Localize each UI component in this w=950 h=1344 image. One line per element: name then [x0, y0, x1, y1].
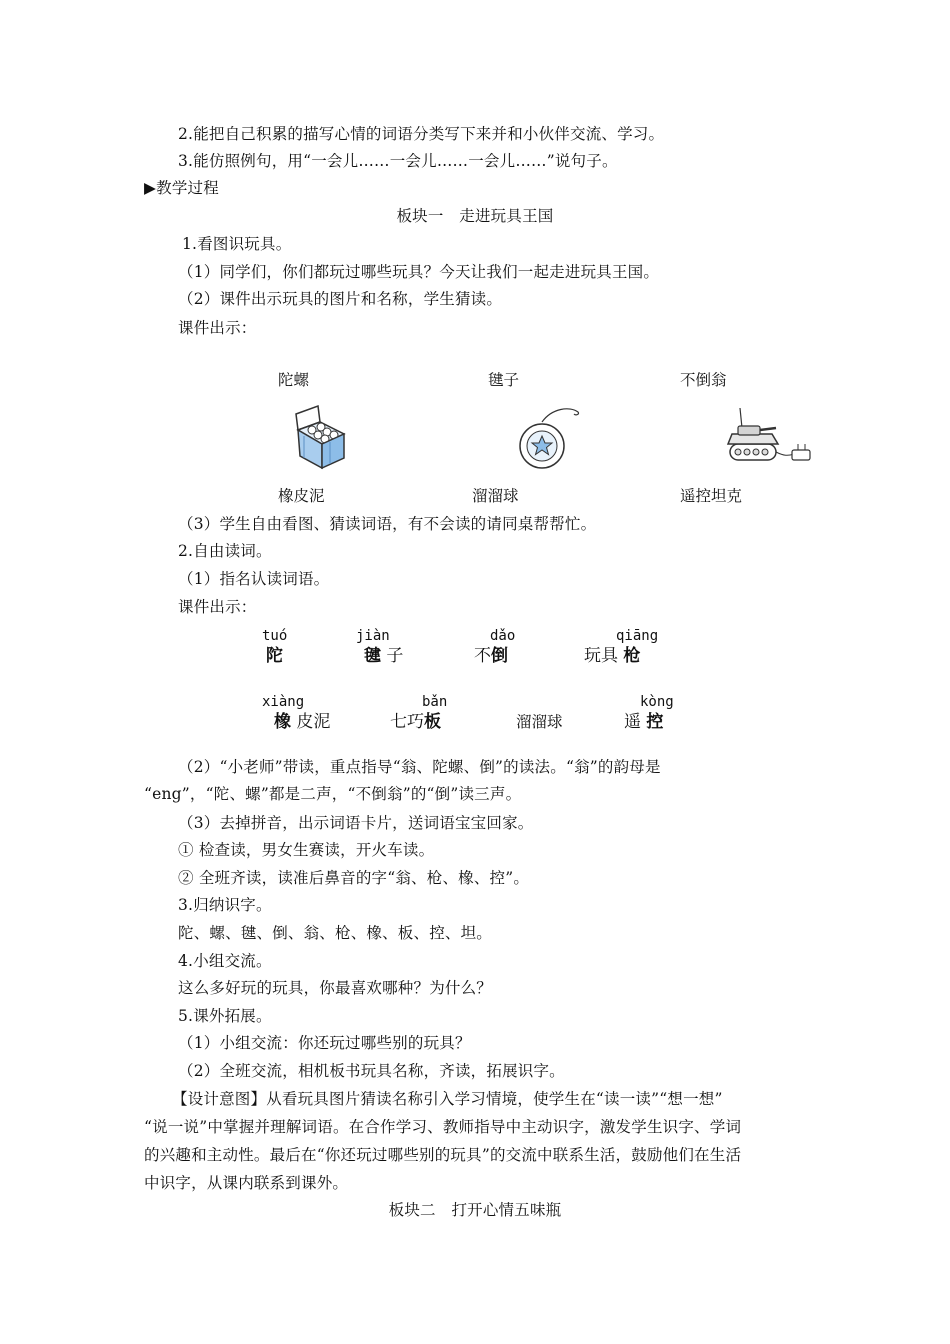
toy-label: 橡皮泥	[278, 487, 325, 505]
pinyin-label: qiāng	[616, 628, 659, 644]
toy-label: 陀螺	[278, 371, 310, 389]
section2-title: 板块二 打开心情五味瓶	[388, 1201, 562, 1219]
step3-chars: 陀、螺、毽、倒、翁、枪、橡、板、控、坦。	[178, 924, 493, 942]
step2-3-1: ① 检查读，男女生赛读，开火车读。	[178, 841, 435, 859]
courseware-label: 课件出示：	[178, 319, 257, 337]
toy-label: 溜溜球	[472, 487, 519, 505]
word-card: 溜溜球	[516, 713, 563, 731]
step2-3: （3）去掉拼音，出示词语卡片，送词语宝宝回家。	[178, 814, 534, 832]
word-card: 陀	[266, 646, 283, 666]
plasticine-box-icon	[290, 404, 352, 472]
word-card: 橡 皮泥	[274, 712, 331, 732]
yoyo-icon	[512, 404, 584, 470]
step5-2: （2）全班交流，相机板书玩具名称，齐读，拓展识字。	[178, 1062, 565, 1080]
pinyin-label: dǎo	[490, 628, 516, 644]
word-card: 玩具 枪	[584, 646, 641, 666]
toy-label: 不倒翁	[680, 371, 727, 389]
step1: 1.看图识玩具。	[182, 235, 292, 253]
step4: 4.小组交流。	[178, 952, 272, 970]
step4-question: 这么多好玩的玩具，你最喜欢哪种？为什么？	[178, 979, 493, 997]
design-intent-line3: 的兴趣和主动性。最后在“你还玩过哪些别的玩具”的交流中联系生活，鼓励他们在生活	[144, 1146, 742, 1164]
word-card: 毽 子	[364, 646, 404, 666]
process-heading: ▶教学过程	[144, 179, 219, 197]
section1-title: 板块一 走进玩具王国	[396, 207, 554, 225]
pinyin-label: jiàn	[356, 628, 390, 644]
step5-1: （1）小组交流：你还玩过哪些别的玩具？	[178, 1034, 471, 1052]
objective-2: 2.能把自己积累的描写心情的词语分类写下来并和小伙伴交流、学习。	[178, 125, 665, 143]
design-intent-line4: 中识字，从课内联系到课外。	[144, 1174, 349, 1192]
toy-label: 毽子	[488, 371, 520, 389]
step2-1: （1）指名认读词语。	[178, 570, 330, 588]
step3: 3.归纳识字。	[178, 896, 272, 914]
objective-3: 3.能仿照例句，用“一会儿……一会儿……一会儿……”说句子。	[178, 152, 618, 170]
step2-3-2: ② 全班齐读，读准后鼻音的字“翁、枪、橡、控”。	[178, 869, 530, 887]
step2-2-line2: “eng”，“陀、螺”都是二声，“不倒翁”的“倒”读三声。	[144, 785, 522, 803]
design-intent-line2: “说一说”中掌握并理解词语。在合作学习、教师指导中主动识字，激发学生识字、学词	[144, 1118, 742, 1136]
word-card: 七巧板	[390, 712, 441, 732]
step1-1: （1）同学们，你们都玩过哪些玩具？今天让我们一起走进玩具王国。	[178, 263, 660, 281]
rc-tank-icon	[722, 404, 818, 470]
step2-2-line1: （2）“小老师”带读，重点指导“翁、陀螺、倒”的读法。“翁”的韵母是	[178, 758, 661, 776]
word-card: 遥 控	[624, 712, 664, 732]
courseware-label-2: 课件出示：	[178, 598, 257, 616]
toy-label: 遥控坦克	[680, 487, 743, 505]
pinyin-label: kòng	[640, 694, 674, 710]
word-card: 不倒	[474, 646, 508, 666]
step1-2: （2）课件出示玩具的图片和名称，学生猜读。	[178, 290, 503, 308]
pinyin-label: tuó	[262, 628, 288, 644]
step5: 5.课外拓展。	[178, 1007, 272, 1025]
pinyin-label: xiàng	[262, 694, 305, 710]
step2: 2.自由读词。	[178, 542, 272, 560]
pinyin-label: bǎn	[422, 694, 448, 710]
design-intent-line1: 【设计意图】从看玩具图片猜读名称引入学习情境，使学生在“读一读”“想一想”	[172, 1090, 723, 1108]
step1-3: （3）学生自由看图、猜读词语，有不会读的请同桌帮帮忙。	[178, 515, 597, 533]
